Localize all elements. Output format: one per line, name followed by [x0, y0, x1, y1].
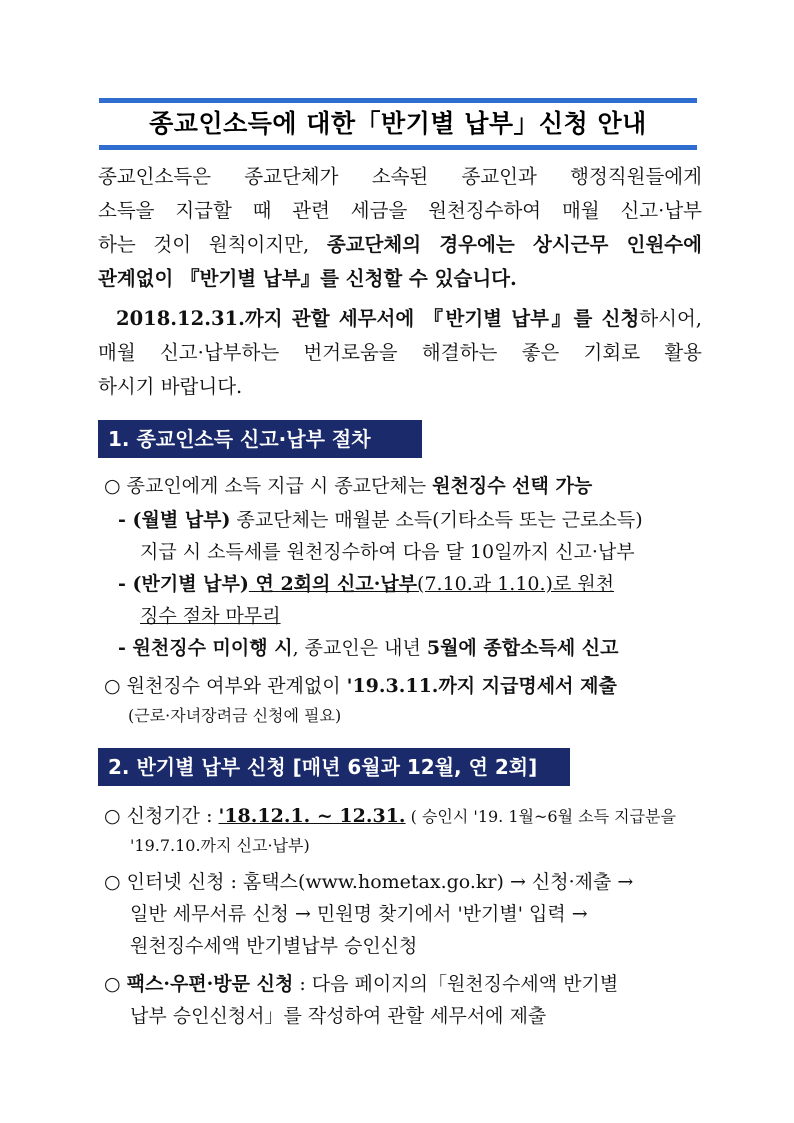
sub-bold: - (월별 납부) — [118, 509, 231, 531]
bullet-text-2: : 다음 페이지의「원천징수세액 반기별 — [293, 973, 619, 995]
intro-text: 하시어, — [639, 307, 702, 330]
bullet-small: ( 승인시 '19. 1월~6월 소득 지급분을 — [405, 807, 676, 826]
sub-text: 종교단체는 매월분 소득(기타소득 또는 근로소득) — [230, 509, 643, 531]
section-1-sub-3 — [118, 632, 619, 664]
section-2-bullet-3-cont: 납부 승인신청서」를 작성하여 관할 세무서에 제출 — [130, 1005, 547, 1027]
intro-paragraph-2 — [98, 302, 702, 404]
section-2-bullet-2-cont-2: 원천징수세액 반기별납부 승인신청 — [130, 935, 418, 957]
intro-paragraph-1 — [98, 160, 702, 296]
intro-line: 매월 신고·납부하는 번거로움을 해결하는 좋은 기회로 활용 — [98, 341, 702, 364]
bullet-bold: '19.3.11.까지 지급명세서 제출 — [346, 675, 617, 697]
title-bottom-rule — [99, 145, 697, 150]
section-1-sub-2 — [118, 568, 614, 600]
section-1-heading: 1. 종교인소득 신고·납부 절차 — [98, 420, 422, 458]
section-1-bullet-1 — [104, 470, 692, 502]
sub-underline-bold: 연 2회의 신고·납부 — [248, 573, 418, 595]
sub-bold: - 원천징수 미이행 시 — [118, 637, 293, 659]
bullet-text: ○ 종교인에게 소득 지급 시 종교단체는 — [104, 475, 433, 497]
section-2-bullet-1-cont: '19.7.10.까지 신고·납부) — [130, 836, 310, 855]
sub-bold-2: 5월에 종합소득세 신고 — [426, 637, 619, 659]
section-2-bullet-3 — [104, 968, 618, 1000]
intro-line — [98, 302, 702, 336]
section-1-sub-1 — [118, 504, 643, 536]
intro-bold: 종교단체의 경우에는 상시근무 인원수에 — [326, 233, 702, 256]
intro-line — [98, 228, 702, 262]
bullet-text: ○ 신청기간 : — [104, 805, 219, 827]
bullet-bold-underline: '18.12.1. ~ 12.31. — [218, 805, 406, 827]
intro-line: 소득을 지급할 때 관련 세금을 원천징수하여 매월 신고·납부 — [98, 199, 702, 222]
intro-line: 하시기 바랍니다. — [98, 375, 243, 398]
bullet-text: ○ 원천징수 여부와 관계없이 — [104, 675, 347, 697]
section-2-heading: 2. 반기별 납부 신청 [매년 6월과 12월, 연 2회] — [98, 748, 570, 786]
sub-underline: (7.10.과 1.10.)로 원천 — [417, 573, 615, 595]
bullet-text: ○ — [104, 973, 127, 995]
sub-text: , 종교인은 내년 — [292, 637, 427, 659]
intro-line: 관계없이 『반기별 납부』를 신청할 수 있습니다. — [98, 267, 517, 290]
section-2-bullet-1 — [104, 800, 676, 833]
section-1-bullet-2 — [104, 670, 617, 702]
intro-text: 하는 것이 원칙이지만, — [98, 233, 327, 256]
section-2-bullet-2: ○ 인터넷 신청 : 홈택스(www.hometax.go.kr) → 신청·제출 → — [104, 871, 634, 893]
section-1-sub-1-cont: 지급 시 소득세를 원천징수하여 다음 달 10일까지 신고·납부 — [140, 541, 635, 563]
bullet-bold: 원천징수 선택 가능 — [432, 475, 593, 497]
bullet-bold: 팩스·우편·방문 신청 — [126, 973, 294, 995]
section-1-sub-2-cont: 징수 절차 마무리 — [140, 605, 281, 627]
section-2-bullet-2-cont: 일반 세무서류 신청 → 민원명 찾기에서 '반기별' 입력 → — [130, 903, 588, 925]
intro-bold: 2018.12.31.까지 관할 세무서에 『반기별 납부』를 신청 — [116, 307, 640, 330]
title-box — [99, 98, 697, 150]
section-1-bullet-2-note: (근로·자녀장려금 신청에 필요) — [128, 706, 342, 725]
intro-line: 종교인소득은 종교단체가 소속된 종교인과 행정직원들에게 — [98, 165, 702, 188]
page-title: 종교인소득에 대한「반기별 납부」신청 안내 — [149, 109, 647, 138]
sub-bold: - (반기별 납부) — [118, 573, 249, 595]
